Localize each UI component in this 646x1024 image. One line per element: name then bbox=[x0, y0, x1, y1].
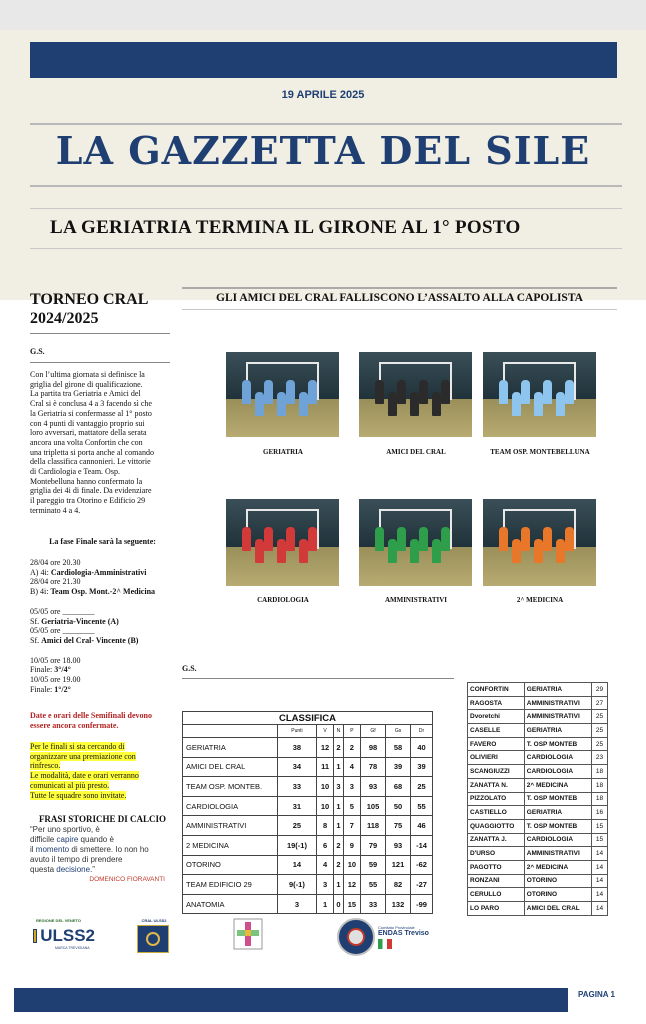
standings-cell-n: 0 bbox=[334, 894, 344, 914]
team-photo bbox=[359, 352, 472, 437]
scorer-row bbox=[468, 902, 608, 916]
footer-bar bbox=[14, 988, 568, 1012]
scorer-name: Dvoretchi bbox=[468, 710, 525, 724]
masthead-top-bar bbox=[30, 42, 617, 78]
scorer-name: ZANATTA N. bbox=[468, 778, 525, 792]
standings-cell-v: 12 bbox=[316, 738, 333, 758]
standings-cell-pts: 19(-1) bbox=[278, 835, 317, 855]
standings-column-header: Dr bbox=[411, 725, 433, 738]
standings-cell-dr: 25 bbox=[411, 777, 433, 797]
final34-match: Finale: 3°/4° bbox=[30, 665, 71, 675]
awards-notice-line: organizzare una premiazione con bbox=[30, 751, 136, 761]
standings-cell-v: 3 bbox=[316, 875, 333, 895]
scorer-name: RAGOSTA bbox=[468, 696, 525, 710]
awards-notice-line: Tutte le squadre sono invitate. bbox=[30, 790, 127, 800]
team-photo bbox=[226, 499, 339, 586]
scorer-row bbox=[468, 806, 608, 820]
scorer-name: RONZANI bbox=[468, 874, 525, 888]
byline: G.S. bbox=[30, 347, 45, 356]
standings-team: 2 MEDICINA bbox=[183, 835, 278, 855]
scorer-goals: 18 bbox=[592, 778, 608, 792]
scorer-goals: 25 bbox=[592, 710, 608, 724]
scorer-goals: 14 bbox=[592, 847, 608, 861]
scorer-team: OTORINO bbox=[524, 874, 591, 888]
scorer-team: OTORINO bbox=[524, 888, 591, 902]
scorer-row bbox=[468, 792, 608, 806]
article-line: terminato 4 a 4. bbox=[30, 505, 81, 515]
standings-team: OTORINO bbox=[183, 855, 278, 875]
subhead-rule-top bbox=[182, 287, 617, 289]
scorer-goals: 14 bbox=[592, 902, 608, 916]
sf2-time: 05/05 ore ________ bbox=[30, 626, 95, 636]
masthead-rule-headline-top bbox=[30, 208, 622, 209]
scorer-team: 2^ MEDICINA bbox=[524, 778, 591, 792]
standings-cell-pts: 25 bbox=[278, 816, 317, 836]
article-line: Con l’ultima giornata si definisce la bbox=[30, 370, 145, 379]
scorer-name: CASTIELLO bbox=[468, 806, 525, 820]
scorer-row bbox=[468, 874, 608, 888]
team-photo-caption: GERIATRIA bbox=[263, 448, 303, 456]
awards-notice-line: Per le finali si sta cercando di bbox=[30, 742, 125, 751]
standings-row bbox=[183, 777, 433, 797]
standings-row bbox=[183, 796, 433, 816]
standings-cell-gf: 79 bbox=[361, 835, 386, 855]
awards-notice-line: Le modalità, date e orari verranno bbox=[30, 771, 139, 781]
standings-cell-gs: 50 bbox=[386, 796, 411, 816]
standings-cell-dr: -99 bbox=[411, 894, 433, 914]
scorer-name: CERULLO bbox=[468, 888, 525, 902]
article-line: di Cardiologia e Team. Osp. bbox=[30, 467, 120, 477]
scorer-goals: 18 bbox=[592, 765, 608, 779]
article-line: Cral si è conclusa 4 a 3 facendo sì che bbox=[30, 399, 152, 409]
scorer-team: T. OSP MONTEB bbox=[524, 792, 591, 806]
left-rule-2 bbox=[30, 362, 170, 363]
standings-cell-n: 1 bbox=[334, 875, 344, 895]
article-line: griglia del girone di qualificazione. bbox=[30, 379, 143, 389]
scorer-row bbox=[468, 847, 608, 861]
scorer-row bbox=[468, 751, 608, 765]
awards-notice bbox=[30, 742, 175, 800]
standings-column-header: N bbox=[334, 725, 344, 738]
qf2-time: 28/04 ore 21.30 bbox=[30, 577, 81, 587]
team-photo bbox=[483, 352, 596, 437]
standings-column-header: Punti bbox=[278, 725, 317, 738]
standings-cell-p: 9 bbox=[343, 835, 360, 855]
standings-cell-gf: 118 bbox=[361, 816, 386, 836]
scorer-name: PIZZOLATO bbox=[468, 792, 525, 806]
team-photo bbox=[483, 499, 596, 586]
scorer-row bbox=[468, 778, 608, 792]
scorer-team: CARDIOLOGIA bbox=[524, 751, 591, 765]
section-title: TORNEO CRAL 2024/2025 bbox=[30, 291, 149, 327]
quotes-title: FRASI STORICHE DI CALCIO bbox=[38, 814, 167, 824]
scorer-name: D'URSO bbox=[468, 847, 525, 861]
scorer-goals: 27 bbox=[592, 696, 608, 710]
cross-logo bbox=[233, 918, 265, 958]
page-number: PAGINA 1 bbox=[578, 990, 615, 999]
standings-column-header: Gs bbox=[386, 725, 411, 738]
scorer-team: CARDIOLOGIA bbox=[524, 765, 591, 779]
finals-intro: La fase Finale sarà la seguente: bbox=[49, 537, 156, 546]
scorer-team: AMICI DEL CRAL bbox=[524, 902, 591, 916]
team-photo-caption: CARDIOLOGIA bbox=[257, 596, 309, 604]
standings-row bbox=[183, 894, 433, 914]
scorer-row bbox=[468, 819, 608, 833]
qf2-match: B) 4i: Team Osp. Mont.-2^ Medicina bbox=[30, 587, 156, 597]
standings-cell-pts: 9(-1) bbox=[278, 875, 317, 895]
standings-cell-n: 3 bbox=[334, 777, 344, 797]
sf1-match: Sf. Geriatria-Vincente (A) bbox=[30, 616, 119, 626]
scorer-goals: 18 bbox=[592, 792, 608, 806]
article-body bbox=[30, 370, 170, 516]
standings-row bbox=[183, 816, 433, 836]
standings-row bbox=[183, 855, 433, 875]
article-line: ancora una volta Confortin che con bbox=[30, 437, 143, 447]
standings-cell-p: 5 bbox=[343, 796, 360, 816]
standings-team: ANATOMIA bbox=[183, 894, 278, 914]
standings-column-header: V bbox=[316, 725, 333, 738]
standings-cell-v: 6 bbox=[316, 835, 333, 855]
standings-cell-gs: 93 bbox=[386, 835, 411, 855]
team-photo-caption: TEAM OSP. MONTEBELLUNA bbox=[490, 448, 590, 456]
standings-cell-v: 10 bbox=[316, 796, 333, 816]
scorer-team: AMMINISTRATIVI bbox=[524, 696, 591, 710]
standings-cell-gf: 105 bbox=[361, 796, 386, 816]
standings-cell-p: 15 bbox=[343, 894, 360, 914]
scorer-team: T. OSP MONTEB bbox=[524, 819, 591, 833]
scorer-team: T. OSP MONTEB bbox=[524, 737, 591, 751]
newspaper-title: LA GAZZETTA DEL SILE bbox=[55, 128, 591, 173]
standings-cell-pts: 31 bbox=[278, 796, 317, 816]
sf1-time: 05/05 ore ________ bbox=[30, 606, 95, 616]
standings-cell-n: 1 bbox=[334, 757, 344, 777]
standings-cell-pts: 14 bbox=[278, 855, 317, 875]
standings-cell-v: 11 bbox=[316, 757, 333, 777]
scorer-team: GERIATRIA bbox=[524, 806, 591, 820]
scorer-row bbox=[468, 724, 608, 738]
article-line: La partita tra Geriatria e Amici del bbox=[30, 389, 141, 399]
article-line: la Geriatria si confermasse al 1° posto bbox=[30, 408, 152, 418]
scorer-row bbox=[468, 888, 608, 902]
standings-cell-dr: -14 bbox=[411, 835, 433, 855]
scorer-name: SCANGIUZZI bbox=[468, 765, 525, 779]
issue-date: 19 APRILE 2025 bbox=[281, 89, 365, 101]
scorer-goals: 14 bbox=[592, 874, 608, 888]
team-photo bbox=[226, 352, 339, 437]
scorer-name: FAVERO bbox=[468, 737, 525, 751]
ulss2-logo: REGIONE DEL VENETO ULSS2 MARCA TREVIGIANA bbox=[33, 918, 95, 958]
scorer-goals: 14 bbox=[592, 888, 608, 902]
standings-team: GERIATRIA bbox=[183, 738, 278, 758]
standings-column-header: Gf bbox=[361, 725, 386, 738]
final12-time: 10/05 ore 19.00 bbox=[30, 675, 81, 685]
standings-cell-p: 4 bbox=[343, 757, 360, 777]
main-headline: LA GERIATRIA TERMINA IL GIRONE AL 1° POSTO bbox=[50, 217, 521, 238]
masthead-rule-top bbox=[30, 123, 622, 125]
semifinal-note: Date e orari delle Semifinali devono essere ancora confermate. bbox=[30, 711, 152, 730]
article-line: una tripletta si porta anche al comando bbox=[30, 447, 154, 457]
final12-match: Finale: 1°/2° bbox=[30, 684, 71, 694]
standings-title: CLASSIFICA bbox=[183, 712, 433, 725]
standings-cell-gs: 58 bbox=[386, 738, 411, 758]
quote-author: DOMENICO FIORAVANTI bbox=[89, 876, 165, 883]
standings-cell-gf: 93 bbox=[361, 777, 386, 797]
standings-rule bbox=[182, 678, 454, 679]
article-line: della classifica cannonieri. Le vittorie bbox=[30, 457, 151, 467]
scorer-name: ZANATTA J. bbox=[468, 833, 525, 847]
standings-team: AMMINISTRATIVI bbox=[183, 816, 278, 836]
team-photo bbox=[359, 499, 472, 586]
scorer-goals: 15 bbox=[592, 833, 608, 847]
standings-table bbox=[182, 711, 433, 914]
scorer-goals: 25 bbox=[592, 737, 608, 751]
standings-team: TEAM EDIFICIO 29 bbox=[183, 875, 278, 895]
top-scorers-table bbox=[467, 682, 608, 916]
endas-logo: Comitato Provinciale ENDAS Treviso bbox=[337, 918, 429, 958]
scorer-row bbox=[468, 737, 608, 751]
standings-row bbox=[183, 875, 433, 895]
standings-cell-p: 10 bbox=[343, 855, 360, 875]
left-rule-1 bbox=[30, 333, 170, 334]
standings-cell-n: 1 bbox=[334, 816, 344, 836]
scorer-name: LO PARO bbox=[468, 902, 525, 916]
scorer-goals: 15 bbox=[592, 819, 608, 833]
standings-cell-dr: 46 bbox=[411, 816, 433, 836]
scorer-goals: 16 bbox=[592, 806, 608, 820]
standings-row bbox=[183, 738, 433, 758]
qf1-time: 28/04 ore 20.30 bbox=[30, 558, 81, 567]
standings-row bbox=[183, 835, 433, 855]
scorer-goals: 14 bbox=[592, 860, 608, 874]
standings-cell-gf: 59 bbox=[361, 855, 386, 875]
team-photo-caption: 2^ MEDICINA bbox=[516, 596, 564, 604]
scorer-goals: 29 bbox=[592, 683, 608, 697]
scorer-row bbox=[468, 833, 608, 847]
standings-cell-v: 1 bbox=[316, 894, 333, 914]
scorer-row bbox=[468, 765, 608, 779]
standings-cell-gf: 78 bbox=[361, 757, 386, 777]
scorer-team: 2^ MEDICINA bbox=[524, 860, 591, 874]
standings-cell-n: 2 bbox=[334, 855, 344, 875]
standings-cell-gf: 33 bbox=[361, 894, 386, 914]
awards-notice-line: comunicati al più presto. bbox=[30, 780, 110, 790]
scorer-row bbox=[468, 860, 608, 874]
standings-team: CARDIOLOGIA bbox=[183, 796, 278, 816]
masthead-rule-mid bbox=[30, 185, 622, 187]
standings-cell-dr: 39 bbox=[411, 757, 433, 777]
article-line: Montebelluna hanno confermato la bbox=[30, 476, 143, 486]
scorer-team: AMMINISTRATIVI bbox=[524, 710, 591, 724]
standings-cell-v: 8 bbox=[316, 816, 333, 836]
standings-cell-pts: 38 bbox=[278, 738, 317, 758]
standings-cell-n: 2 bbox=[334, 835, 344, 855]
standings-cell-n: 2 bbox=[334, 738, 344, 758]
standings-cell-dr: 55 bbox=[411, 796, 433, 816]
standings-cell-v: 4 bbox=[316, 855, 333, 875]
scorer-name: PAGOTTO bbox=[468, 860, 525, 874]
masthead-rule-headline-bottom bbox=[30, 248, 622, 249]
scorer-name: OLIVIERI bbox=[468, 751, 525, 765]
standings-column-header: P bbox=[343, 725, 360, 738]
standings-cell-gs: 39 bbox=[386, 757, 411, 777]
scorer-team: GERIATRIA bbox=[524, 683, 591, 697]
subhead-rule-bottom bbox=[182, 309, 617, 310]
standings-cell-pts: 34 bbox=[278, 757, 317, 777]
standings-cell-gf: 55 bbox=[361, 875, 386, 895]
standings-cell-p: 7 bbox=[343, 816, 360, 836]
standings-cell-gs: 132 bbox=[386, 894, 411, 914]
standings-cell-p: 3 bbox=[343, 777, 360, 797]
standings-cell-pts: 33 bbox=[278, 777, 317, 797]
article-line: griglia dei 4i di finale. Da evidenziare bbox=[30, 486, 152, 496]
standings-cell-gs: 82 bbox=[386, 875, 411, 895]
standings-team: TEAM OSP. MONTEB. bbox=[183, 777, 278, 797]
standings-cell-gs: 68 bbox=[386, 777, 411, 797]
standings-cell-gs: 75 bbox=[386, 816, 411, 836]
standings-cell-n: 1 bbox=[334, 796, 344, 816]
standings-cell-dr: -62 bbox=[411, 855, 433, 875]
byline-2: G.S. bbox=[182, 664, 197, 673]
article-line: il pareggio tra Otorino e Edificio 29 bbox=[30, 496, 146, 506]
scorer-team: GERIATRIA bbox=[524, 724, 591, 738]
scorer-row bbox=[468, 683, 608, 697]
scorer-row bbox=[468, 696, 608, 710]
standings-row bbox=[183, 757, 433, 777]
final34-time: 10/05 ore 18.00 bbox=[30, 655, 81, 665]
article-line: con 4 punti di vantaggio proprio sui bbox=[30, 418, 145, 428]
scorer-name: CASELLE bbox=[468, 724, 525, 738]
standings-team: AMICI DEL CRAL bbox=[183, 757, 278, 777]
standings-cell-v: 10 bbox=[316, 777, 333, 797]
awards-notice-line: rinfresco. bbox=[30, 761, 61, 771]
standings-cell-p: 2 bbox=[343, 738, 360, 758]
standings-cell-p: 12 bbox=[343, 875, 360, 895]
team-photo-caption: AMICI DEL CRAL bbox=[386, 448, 446, 456]
subheadline: GLI AMICI DEL CRAL FALLISCONO L’ASSALTO ALLA CAPOLISTA bbox=[216, 292, 583, 304]
standings-cell-dr: 40 bbox=[411, 738, 433, 758]
article-line: loro avversari, mattatore della serata bbox=[30, 428, 147, 438]
quote-text: “Per uno sportivo, è difficile capire quando è il momento di smettere. Io non ho avuto il tempo di prendere questa decisione.” bbox=[30, 825, 149, 874]
standings-cell-pts: 3 bbox=[278, 894, 317, 914]
scorer-goals: 23 bbox=[592, 751, 608, 765]
cral-logo: CRAL ULSS2 bbox=[137, 918, 171, 958]
standings-cell-dr: -27 bbox=[411, 875, 433, 895]
scorer-name: QUAGGIOTTO bbox=[468, 819, 525, 833]
scorer-team: AMMINISTRATIVI bbox=[524, 847, 591, 861]
team-photo-caption: AMMINISTRATIVI bbox=[384, 596, 448, 604]
scorer-goals: 25 bbox=[592, 724, 608, 738]
top-strip bbox=[0, 0, 646, 30]
qf1-match: A) 4i: Cardiologia-Amministrativi bbox=[30, 567, 147, 577]
scorer-row bbox=[468, 710, 608, 724]
scorer-team: CARDIOLOGIA bbox=[524, 833, 591, 847]
scorer-name: CONFORTIN bbox=[468, 683, 525, 697]
standings-cell-gs: 121 bbox=[386, 855, 411, 875]
standings-cell-gf: 98 bbox=[361, 738, 386, 758]
sf2-match: Sf. Amici del Cral- Vincente (B) bbox=[30, 635, 139, 645]
finals-schedule bbox=[30, 558, 175, 694]
